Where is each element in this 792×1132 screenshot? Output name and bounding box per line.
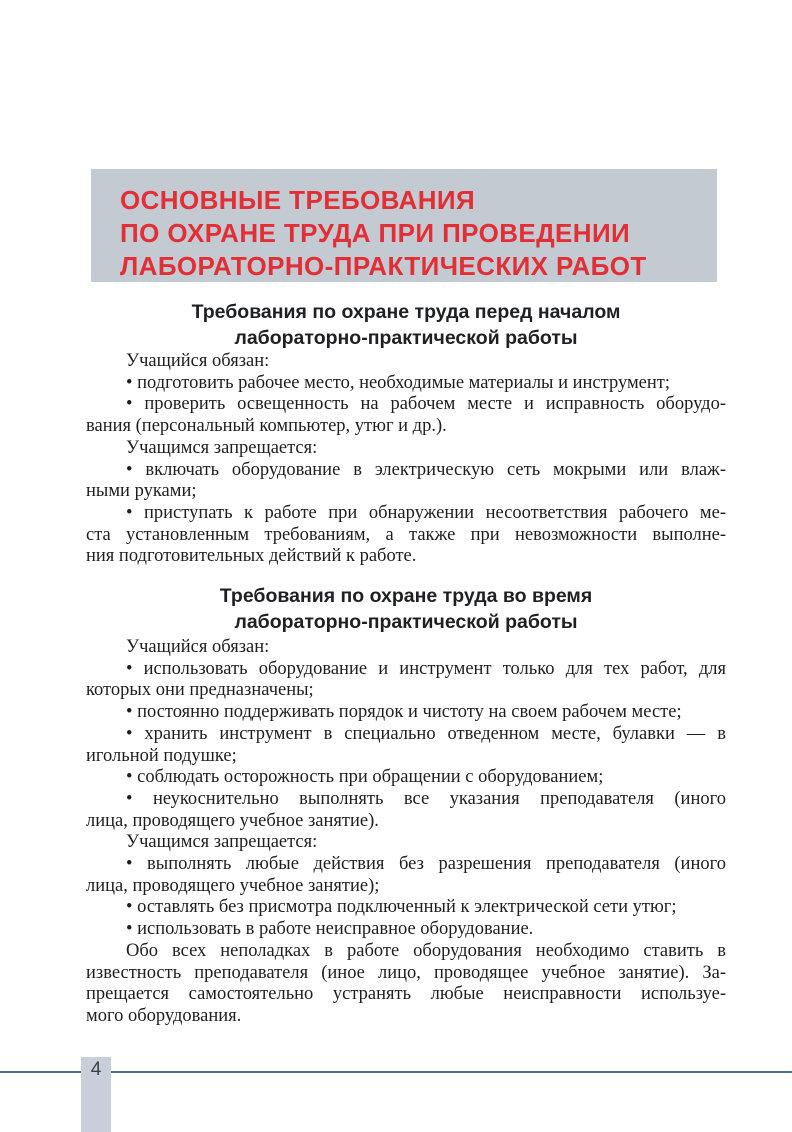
chapter-title-box	[91, 169, 717, 282]
text-line: • хранить инструмент в специально отведенном месте, булавки — в	[126, 723, 726, 744]
section-heading-line: Требования по охране труда перед началом	[191, 301, 621, 323]
text-line: мого оборудования.	[86, 1005, 242, 1026]
bullet-paragraph	[86, 897, 726, 919]
bullet-paragraph	[86, 394, 726, 437]
text-line: • приступать к работе при обнаружении несоответствия рабочего ме-	[126, 502, 726, 523]
paragraph	[86, 637, 726, 659]
text-line: • включать оборудование в электрическую сеть мокрыми или влаж-	[126, 459, 726, 480]
text-line: • проверить освещенность на рабочем месте и исправность оборудо-	[126, 394, 726, 415]
section	[86, 299, 726, 568]
chapter-title-line: ПО ОХРАНЕ ТРУДА ПРИ ПРОВЕДЕНИИ	[120, 218, 631, 248]
text-line: Обо всех неполадках в работе оборудования необходимо ставить в	[126, 940, 726, 961]
text-line: Учащимся запрещается:	[126, 832, 318, 853]
bullet-paragraph	[86, 702, 726, 724]
section-heading	[86, 299, 726, 351]
bullet-paragraph	[86, 659, 726, 702]
text-line: Учащийся обязан:	[126, 637, 270, 658]
text-line: лица, проводящего учебное занятие).	[86, 810, 379, 831]
text-line: прещается самостоятельно устранять любые неисправности используе-	[86, 984, 726, 1005]
text-line: ста установленным требованиям, а также при невозможности выполне-	[86, 524, 726, 545]
section	[86, 583, 726, 1028]
text-line: ния подготовительных действий к работе.	[86, 546, 417, 567]
text-line: • постоянно поддерживать порядок и чистоту на своем рабочем месте;	[126, 702, 682, 723]
section-heading-line: лабораторно-практической работы	[234, 327, 578, 349]
bullet-paragraph	[86, 724, 726, 767]
text-line: • использовать в работе неисправное оборудование.	[126, 919, 534, 940]
text-line: вания (персональный компьютер, утюг и др.).	[86, 416, 447, 437]
text-line: • подготовить рабочее место, необходимые материалы и инструмент;	[126, 372, 671, 393]
footer-rule	[0, 1071, 792, 1073]
bullet-paragraph	[86, 854, 726, 897]
bullet-paragraph	[86, 460, 726, 503]
section-heading	[86, 583, 726, 635]
chapter-title-line: ЛАБОРАТОРНО-ПРАКТИЧЕСКИХ РАБОТ	[120, 251, 647, 281]
bullet-paragraph	[86, 767, 726, 789]
chapter-title-line: ОСНОВНЫЕ ТРЕБОВАНИЯ	[120, 185, 476, 215]
section-heading-line: Требования по охране труда во время	[219, 585, 593, 608]
text-line: • оставлять без присмотра подключенный к электрической сети утюг;	[126, 897, 677, 918]
text-line: • неукоснительно выполнять все указания преподавателя (иного	[126, 788, 726, 809]
text-line: Учащийся обязан:	[126, 351, 270, 371]
page-number-box	[81, 1057, 111, 1132]
bullet-paragraph	[86, 373, 726, 395]
section-heading-line: лабораторно-практической работы	[234, 611, 578, 634]
text-line: лица, проводящего учебное занятие);	[86, 875, 380, 896]
bullet-paragraph	[86, 919, 726, 941]
text-line: ными руками;	[86, 481, 197, 502]
text-line: которых они предназначены;	[86, 680, 314, 701]
text-line: • соблюдать осторожность при обращении с оборудованием;	[126, 767, 604, 788]
text-line: Учащимся запрещается:	[126, 437, 318, 458]
bullet-paragraph	[86, 789, 726, 832]
page-content	[86, 282, 726, 1028]
page-number: 4	[90, 1059, 102, 1080]
bullet-paragraph	[86, 503, 726, 568]
text-line: игольной подушке;	[86, 745, 237, 766]
paragraph	[86, 941, 726, 1028]
paragraph	[86, 351, 726, 373]
text-line: • выполнять любые действия без разрешения преподавателя (иного	[126, 854, 726, 875]
paragraph	[86, 438, 726, 460]
paragraph	[86, 832, 726, 854]
text-line: известность преподавателя (иное лицо, проводящее учебное занятие). За-	[86, 962, 726, 983]
text-line: • использовать оборудование и инструмент только для тех работ, для	[126, 658, 726, 679]
